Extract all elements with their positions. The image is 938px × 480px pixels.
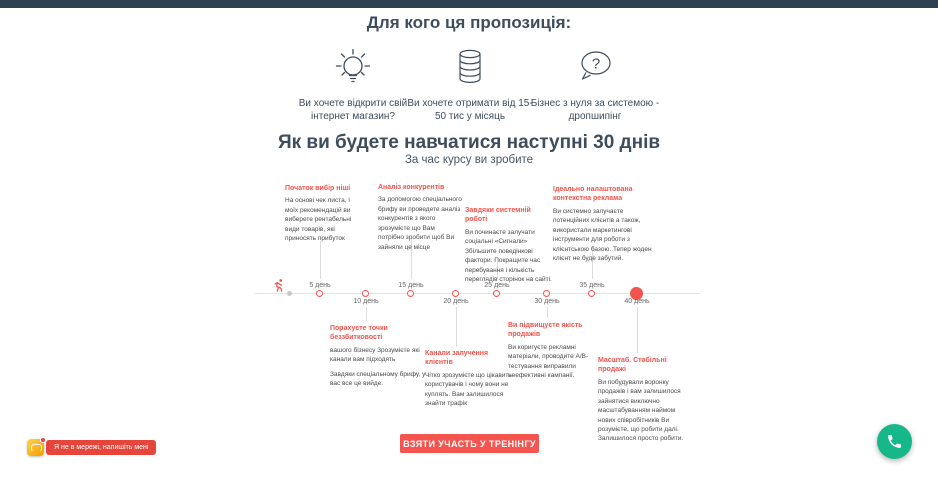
milestone-label: 20 день bbox=[443, 298, 469, 305]
milestone-label: 30 день bbox=[534, 298, 560, 305]
milestone-label: 15 день bbox=[398, 282, 424, 289]
block-heading: Ідеально налаштована контекстна реклама bbox=[553, 186, 633, 203]
question-bubble-icon bbox=[529, 42, 661, 94]
milestone-dot-5 bbox=[316, 290, 323, 297]
timeline-block-sales-quality bbox=[508, 321, 603, 381]
top-bar bbox=[0, 0, 938, 8]
connector-line bbox=[366, 307, 367, 321]
timeline-block-competitors bbox=[378, 183, 462, 252]
chat-widget[interactable] bbox=[27, 439, 156, 456]
block-heading: Ви підвищуєте якість продажів bbox=[508, 322, 583, 339]
audience-caption: Бізнес з нуля за системою - дропшипінг bbox=[530, 98, 660, 122]
milestone-dot-30 bbox=[543, 290, 550, 297]
audience-item-income bbox=[404, 42, 536, 123]
block-body: Ви побудували воронку продажів і вам залишилося зайнятися виключно масштабуванням наймом нових співробітників Ви розумієте, що робити далі. Залишилося просто робити. bbox=[598, 378, 684, 443]
timeline-block-breakeven bbox=[330, 324, 427, 389]
block-body: Чітко зрозумієте що цікавить користувачів і чому вони не куплять. Вам залишилося знайти трафік bbox=[425, 371, 512, 408]
block-body: За допомогою спеціального брифу ви проведете аналіз конкурентів з якого зрозумієте що Вам потрібно зробити щоб Ви зайняли це місце bbox=[378, 196, 462, 251]
milestone-label: 25 день bbox=[484, 282, 510, 289]
block-body: Ви починаєте залучати соціальні «Сигнали» Збільшите поведінкові фактори. Покращите час перебування і кількість переглядів сторінок на сайті. bbox=[465, 228, 552, 283]
chat-status-badge bbox=[40, 437, 46, 443]
block-body: На основі чек листа, і моїх рекомендацій ви виберете рентабельні види товарів, які приносять прибуток bbox=[285, 197, 352, 243]
block-body: Ви системно залучаєте потенційних клієнтів а також, використали маркетингові інструменти для роботи з клієнтською базою. Тепер жоден клієнт не буде забутий. bbox=[553, 207, 652, 262]
milestone-dot-15 bbox=[407, 290, 414, 297]
connector-line bbox=[320, 241, 321, 279]
block-body: Ви коригуєте рекламні матеріали, проводите А/В-тестування виправили неефективні кампанії. bbox=[508, 343, 589, 380]
coins-icon bbox=[404, 42, 536, 94]
phone-icon bbox=[886, 433, 903, 450]
milestone-dot-10 bbox=[362, 290, 369, 297]
lightbulb-icon bbox=[287, 42, 419, 94]
block-body: вашого бізнесу Зрозумієте які канали вам підходять bbox=[330, 346, 420, 364]
audience-caption: Ви хочете отримати від 15-50 тис у місяць bbox=[407, 98, 533, 122]
chat-offline-label[interactable]: Я не в мережі, напишіть мені bbox=[46, 440, 156, 455]
milestone-dot-20 bbox=[452, 290, 459, 297]
block-heading: Аналіз конкурентів bbox=[378, 184, 445, 191]
timeline-block-channels bbox=[425, 349, 515, 409]
block-heading: Канали залучення клієнтів bbox=[425, 350, 489, 367]
audience-caption: Ви хочете відкрити свій інтернет магазин? bbox=[298, 98, 408, 122]
timeline-block-scale bbox=[598, 356, 684, 444]
audience-item-shop bbox=[287, 42, 419, 123]
block-body: Завдяки спеціальному брифу, у вас все це вийде. bbox=[330, 370, 426, 388]
timeline-block-context-ads bbox=[553, 185, 653, 263]
milestone-label: 10 день bbox=[353, 298, 379, 305]
milestone-dot-35 bbox=[588, 290, 595, 297]
chat-icon[interactable] bbox=[27, 439, 44, 456]
block-heading: Завдяки системній роботі bbox=[465, 207, 531, 224]
audience-item-dropshipping bbox=[529, 42, 661, 123]
runner-icon bbox=[271, 278, 286, 298]
milestone-dot-25 bbox=[493, 290, 500, 297]
connector-line bbox=[547, 307, 548, 318]
course-subtitle: За час курсу ви зробите bbox=[404, 154, 534, 166]
svg-text:?: ? bbox=[591, 55, 601, 73]
block-heading: Масштаб. Стабільні продажі bbox=[598, 357, 667, 374]
milestone-label: 40 день bbox=[624, 298, 650, 305]
connector-line bbox=[456, 307, 457, 347]
block-heading: Початок вибір ніші bbox=[285, 185, 351, 192]
block-heading: Порахуєте точки беззбитковості bbox=[330, 325, 388, 342]
join-training-button[interactable]: ВЗЯТИ УЧАСТЬ У ТРЕНІНГУ bbox=[400, 434, 539, 453]
connector-line bbox=[637, 307, 638, 353]
milestone-label: 35 день bbox=[579, 282, 605, 289]
milestone-label: 5 день bbox=[309, 282, 331, 289]
audience-title: Для кого ця пропозиція: bbox=[366, 13, 572, 32]
callback-button[interactable] bbox=[877, 424, 912, 459]
timeline-block-niche bbox=[285, 184, 355, 244]
timeline-block-systematic-work bbox=[465, 206, 553, 284]
timeline-start-dot bbox=[287, 291, 292, 296]
course-title: Як ви будете навчатися наступні 30 днів bbox=[277, 132, 661, 153]
